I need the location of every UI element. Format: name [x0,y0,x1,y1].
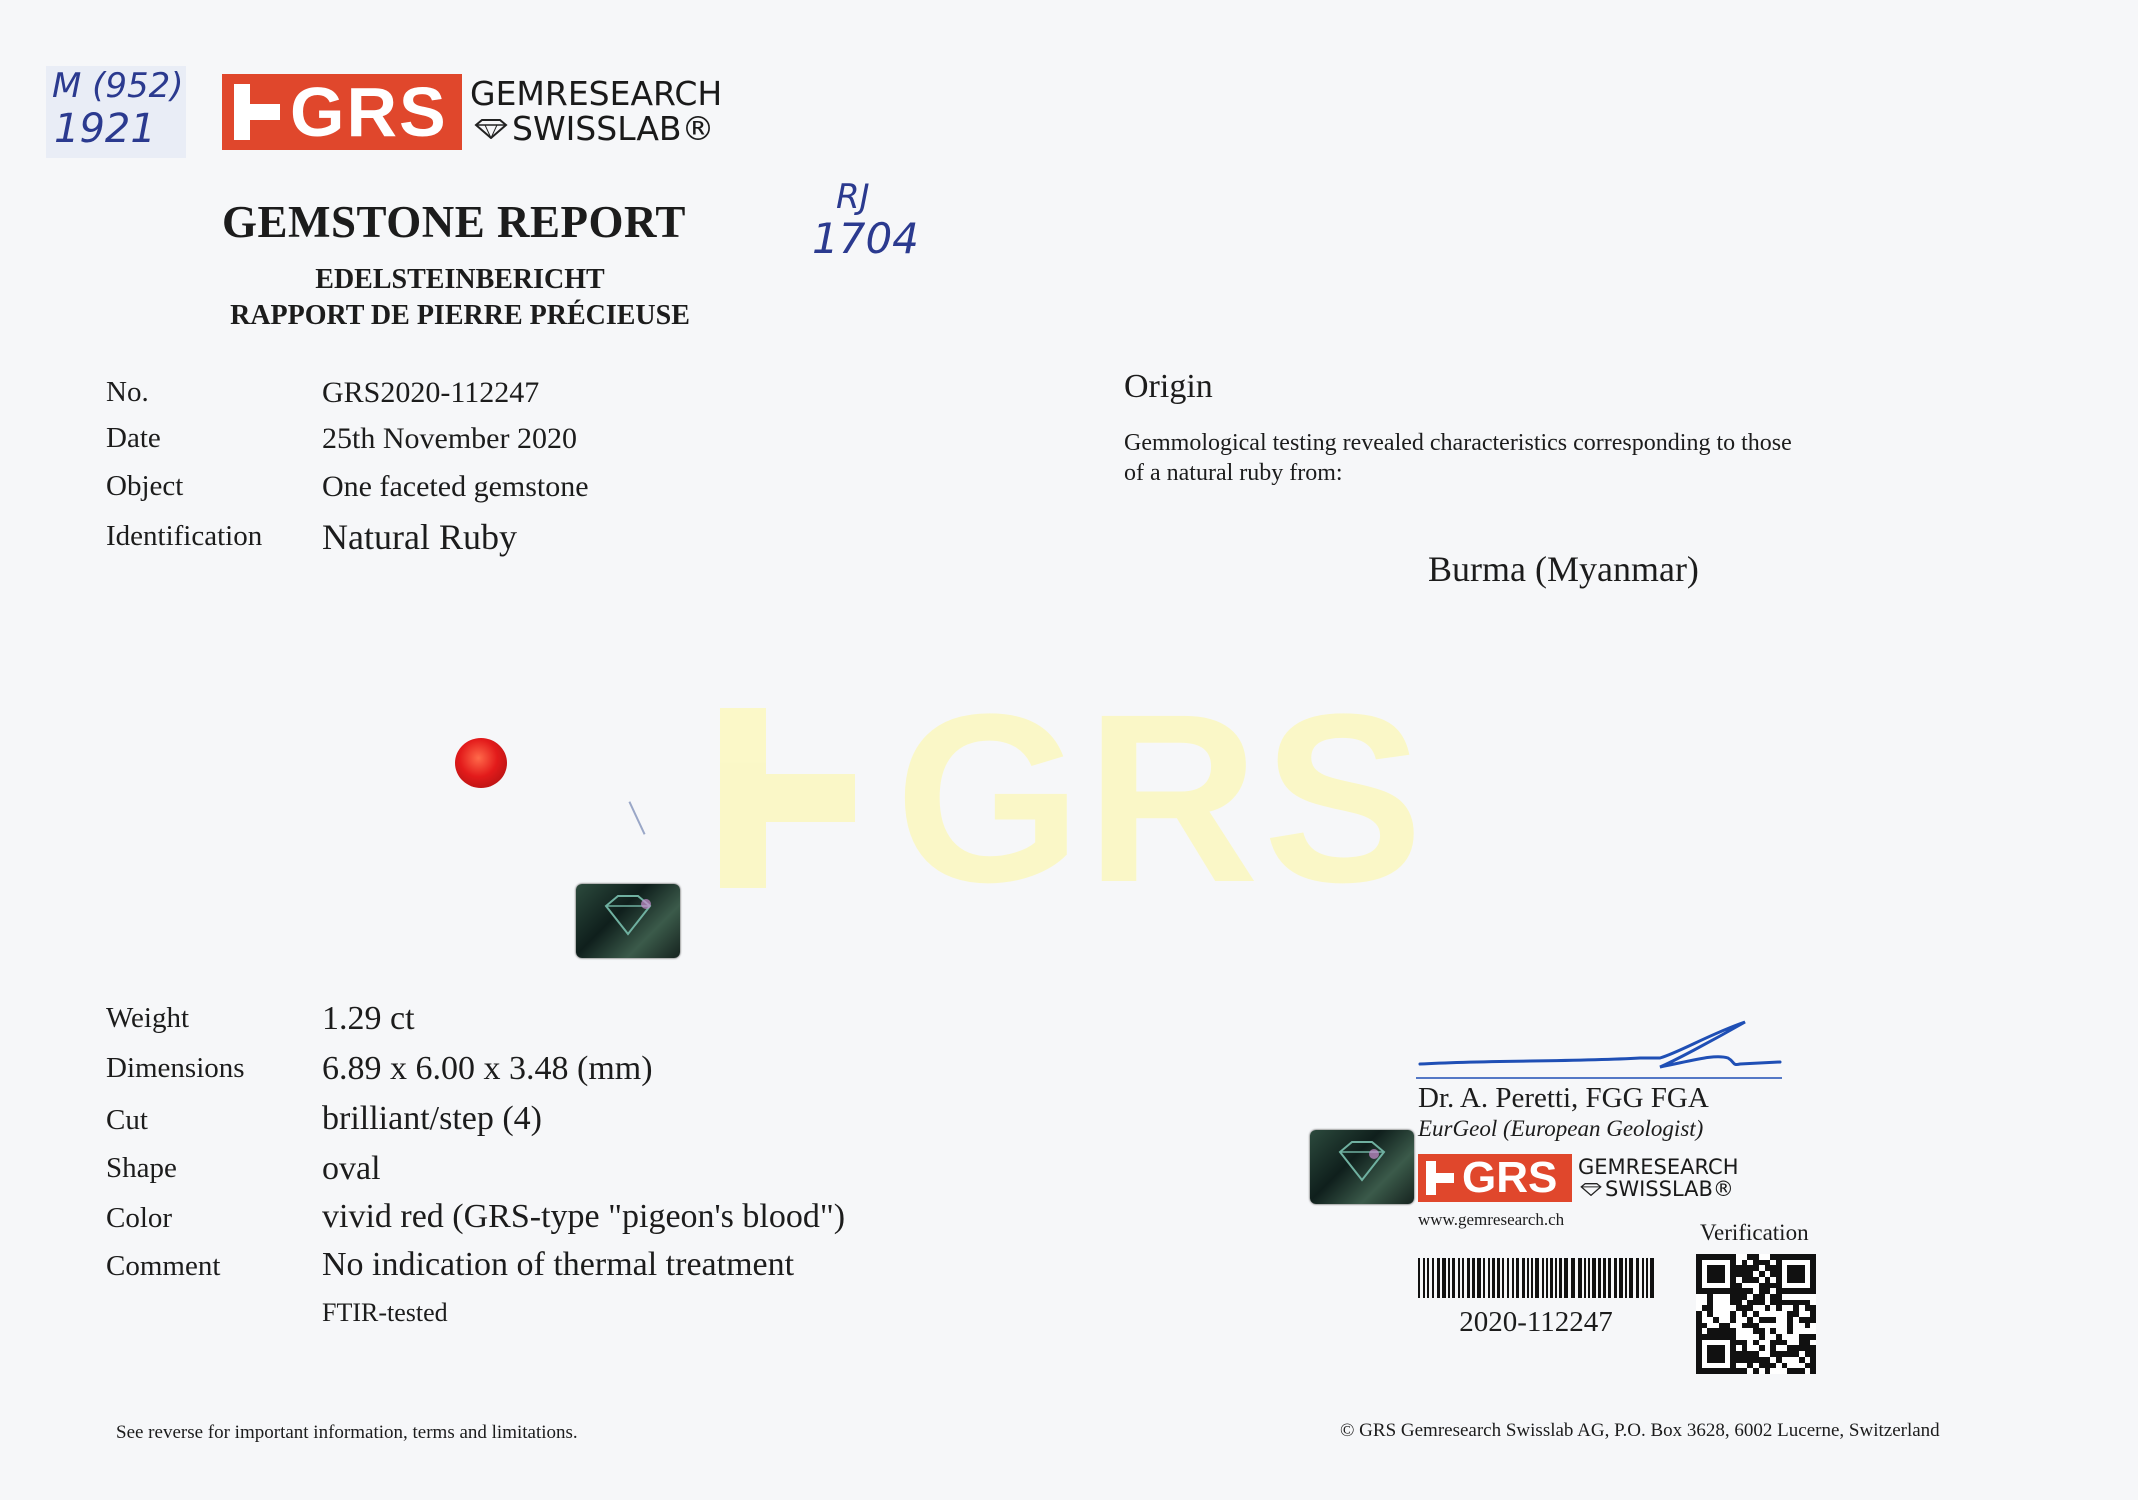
handwritten-line-2: 1921 [54,106,156,152]
footer-left: See reverse for important information, terms and limitations. [116,1422,578,1443]
barcode-bar [1472,1258,1475,1298]
grs-watermark [720,660,1427,936]
barcode-bar [1592,1258,1596,1298]
barcode [1418,1258,1654,1298]
value-color: vivid red (GRS-type "pigeon's blood") [322,1198,846,1235]
barcode-bar [1542,1258,1544,1298]
barcode-bar [1535,1258,1539,1298]
barcode-bar [1442,1258,1446,1298]
swiss-cross-icon [234,84,280,140]
brand-small-line-2: SWISSLAB® [1605,1177,1734,1201]
handwritten-line-1: M (952) [52,66,184,106]
barcode-bar [1584,1258,1586,1298]
value-identification: Natural Ruby [322,517,517,557]
label-date: Date [106,422,161,454]
origin-text-line-1: Gemmological testing revealed characteristics corresponding to those [1124,430,1792,456]
brand-line-1: GEMRESEARCH [470,74,723,114]
value-object: One faceted gemstone [322,470,589,503]
handwritten-ref-line-1: RJ [836,177,870,217]
label-number: No. [106,376,149,408]
barcode-bar [1636,1258,1639,1298]
barcode-bar [1564,1258,1568,1298]
signature [1410,1012,1790,1092]
barcode-bar [1550,1258,1553,1298]
handwritten-note-top-left [46,66,186,158]
grs-brand [470,74,723,148]
barcode-bar [1555,1258,1557,1298]
origin-text-line-2: of a natural ruby from: [1124,460,1343,486]
signer-name: Dr. A. Peretti, FGG FGA [1418,1082,1709,1114]
verification-label: Verification [1700,1220,1809,1245]
barcode-bar [1512,1258,1514,1298]
value-cut: brilliant/step (4) [322,1100,543,1137]
watermark-cross-icon [720,708,855,888]
verification-qr-code[interactable] [1696,1254,1816,1374]
barcode-bar [1619,1258,1623,1298]
value-comment: No indication of thermal treatment [322,1246,795,1283]
hologram-seal [576,884,680,958]
swiss-cross-small-icon [1426,1161,1454,1195]
barcode-bar [1571,1258,1575,1298]
diamond-icon [474,119,508,139]
barcode-bar [1497,1258,1500,1298]
grs-brand-small [1578,1156,1738,1200]
brand-small-line-1: GEMRESEARCH [1578,1154,1739,1179]
scratch-mark [628,801,645,834]
label-cut: Cut [106,1104,148,1136]
barcode-bar [1462,1258,1464,1298]
grs-logo-small [1418,1154,1738,1202]
origin-heading: Origin [1124,368,1213,405]
barcode-bar [1646,1258,1648,1298]
value-number: GRS2020-112247 [322,376,540,409]
barcode-bar [1483,1258,1485,1298]
label-shape: Shape [106,1152,177,1184]
barcode-bar [1448,1258,1450,1298]
label-color: Color [106,1202,173,1234]
grs-logo [222,74,722,150]
barcode-bar [1432,1258,1434,1298]
barcode-bar [1546,1258,1548,1298]
barcode-bar [1578,1258,1582,1298]
label-identification: Identification [106,520,263,552]
grs-logo-small-mark [1418,1154,1572,1202]
barcode-bar [1629,1258,1633,1298]
website-url: www.gemresearch.ch [1418,1210,1565,1229]
barcode-bar [1598,1258,1601,1298]
barcode-bar [1437,1258,1440,1298]
footer-right: © GRS Gemresearch Swisslab AG, P.O. Box 3628, 6002 Lucerne, Switzerland [1340,1420,1940,1441]
barcode-bar [1427,1258,1429,1298]
barcode-bar [1642,1258,1644,1298]
handwritten-note-ref [812,177,919,263]
label-dimensions: Dimensions [106,1052,245,1084]
origin-location: Burma (Myanmar) [1428,549,1699,589]
barcode-bar [1608,1258,1611,1298]
barcode-bar [1588,1258,1590,1298]
barcode-bar [1467,1258,1470,1298]
barcode-bar [1477,1258,1481,1298]
diamond-small-icon [1580,1183,1602,1196]
barcode-bar [1559,1258,1562,1298]
barcode-bar [1527,1258,1529,1298]
barcode-bar [1614,1258,1617,1298]
barcode-bar [1458,1258,1460,1298]
barcode-bar [1531,1258,1533,1298]
grs-logo-text: GRS [290,73,448,151]
barcode-bar [1522,1258,1525,1298]
barcode-bar [1603,1258,1606,1298]
report-title-german: EDELSTEINBERICHT [315,264,605,295]
signer-title: EurGeol (European Geologist) [1418,1116,1704,1141]
barcode-bar [1492,1258,1495,1298]
handwritten-ref-line-2: 1704 [812,214,919,263]
barcode-bar [1507,1258,1509,1298]
barcode-number: 2020-112247 [1459,1306,1613,1338]
brand-line-2: SWISSLAB® [512,109,715,148]
report-title-french: RAPPORT DE PIERRE PRÉCIEUSE [230,300,690,331]
barcode-bar [1625,1258,1627,1298]
watermark-text: GRS [895,664,1428,932]
label-weight: Weight [106,1002,190,1034]
value-date: 25th November 2020 [322,422,577,455]
value-shape: oval [322,1150,381,1187]
barcode-bar [1516,1258,1519,1298]
barcode-bar [1452,1258,1455,1298]
barcode-bar [1502,1258,1504,1298]
grs-logo-mark [222,74,462,150]
label-comment: Comment [106,1250,221,1282]
barcode-bar [1423,1258,1425,1298]
barcode-bar [1488,1258,1490,1298]
value-weight: 1.29 ct [322,1000,415,1037]
hologram-seal-signature [1310,1130,1414,1204]
value-dimensions: 6.89 x 6.00 x 3.48 (mm) [322,1050,653,1087]
comment-note: FTIR-tested [322,1298,448,1327]
report-title: GEMSTONE REPORT [222,197,686,247]
barcode-bar [1650,1258,1654,1298]
ruby-gem-image [455,738,507,788]
barcode-bar [1418,1258,1420,1298]
label-object: Object [106,470,184,502]
grs-logo-small-text: GRS [1462,1153,1558,1202]
